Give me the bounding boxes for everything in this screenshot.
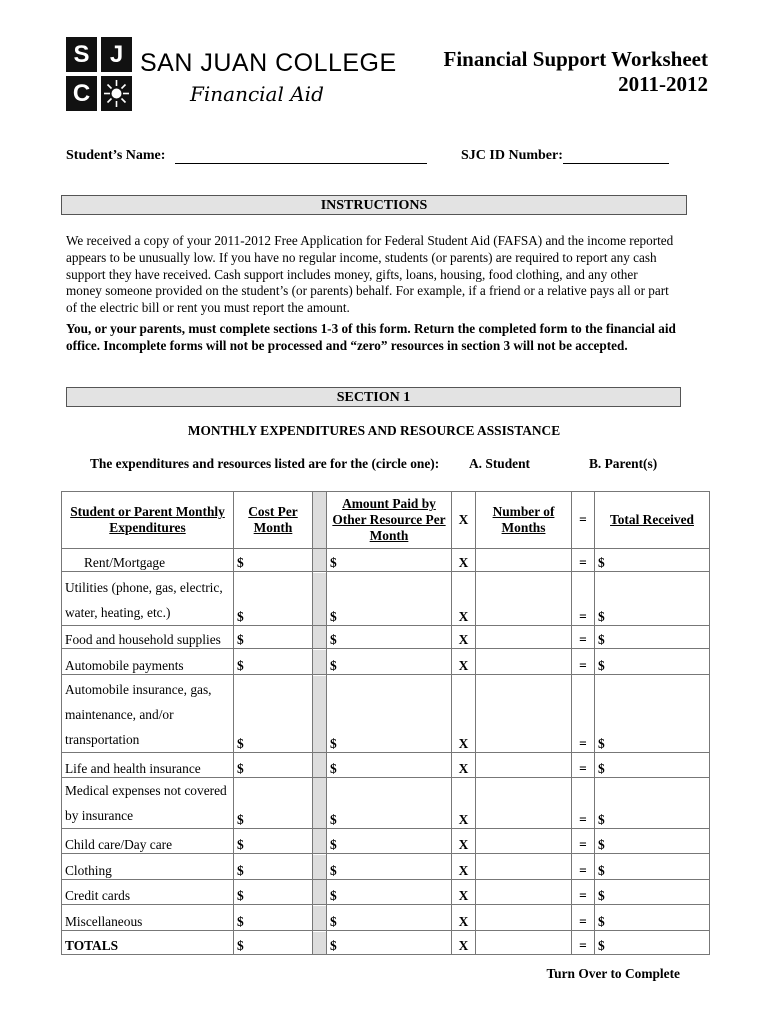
- total-cell[interactable]: $: [595, 931, 710, 955]
- row-label: Food and household supplies: [62, 626, 234, 649]
- paid-cell[interactable]: $: [327, 905, 452, 931]
- times-cell: X: [452, 931, 476, 955]
- paid-cell[interactable]: $: [327, 626, 452, 649]
- divider-cell: [313, 572, 327, 626]
- cost-cell[interactable]: $: [234, 626, 313, 649]
- total-cell[interactable]: $: [595, 549, 710, 572]
- table-row: [62, 778, 710, 829]
- paid-cell[interactable]: $: [327, 829, 452, 854]
- equals-cell: =: [572, 753, 595, 778]
- option-student[interactable]: A. Student: [469, 456, 531, 471]
- months-cell[interactable]: [476, 626, 572, 649]
- table-row: [62, 905, 710, 931]
- times-cell: X: [452, 675, 476, 753]
- total-cell[interactable]: $: [595, 854, 710, 880]
- divider-cell: [313, 778, 327, 829]
- table-row: [62, 753, 710, 778]
- divider-cell: [313, 880, 327, 905]
- times-cell: X: [452, 829, 476, 854]
- divider-column: [313, 492, 327, 549]
- divider-cell: [313, 753, 327, 778]
- student-name-blank[interactable]: [175, 149, 427, 164]
- months-cell[interactable]: [476, 905, 572, 931]
- times-cell: X: [452, 753, 476, 778]
- header-total: Total Received: [595, 492, 710, 549]
- row-label: Life and health insurance: [62, 753, 234, 778]
- total-cell[interactable]: $: [595, 905, 710, 931]
- logo-letter-j: J: [101, 37, 132, 72]
- equals-cell: =: [572, 880, 595, 905]
- months-cell[interactable]: [476, 829, 572, 854]
- times-cell: X: [452, 649, 476, 675]
- equals-cell: =: [572, 829, 595, 854]
- times-cell: X: [452, 549, 476, 572]
- divider-cell: [313, 649, 327, 675]
- paid-cell[interactable]: $: [327, 753, 452, 778]
- months-cell[interactable]: [476, 549, 572, 572]
- section1-heading: SECTION 1: [66, 387, 681, 407]
- paid-cell[interactable]: $: [327, 931, 452, 955]
- table-row: [62, 880, 710, 905]
- equals-cell: =: [572, 854, 595, 880]
- college-name: SAN JUAN COLLEGE: [140, 49, 397, 77]
- sjc-id-field[interactable]: [461, 148, 669, 164]
- equals-cell: =: [572, 931, 595, 955]
- cost-cell[interactable]: $: [234, 549, 313, 572]
- cost-cell[interactable]: $: [234, 778, 313, 829]
- cost-cell[interactable]: $: [234, 572, 313, 626]
- months-cell[interactable]: [476, 649, 572, 675]
- table-row: [62, 854, 710, 880]
- document-title: Financial Support Worksheet: [443, 47, 708, 71]
- row-label: Automobile payments: [62, 649, 234, 675]
- header-paid: Amount Paid by Other Resource Per Month: [327, 492, 452, 549]
- divider-cell: [313, 675, 327, 753]
- total-cell[interactable]: $: [595, 675, 710, 753]
- times-cell: X: [452, 778, 476, 829]
- financial-aid-subtitle: Financial Aid: [190, 82, 324, 106]
- equals-cell: =: [572, 649, 595, 675]
- times-cell: X: [452, 626, 476, 649]
- months-cell[interactable]: [476, 753, 572, 778]
- times-cell: X: [452, 572, 476, 626]
- row-label: Miscellaneous: [62, 905, 234, 931]
- header-times: X: [452, 492, 476, 549]
- equals-cell: =: [572, 549, 595, 572]
- table-row: [62, 829, 710, 854]
- section1-subheading: MONTHLY EXPENDITURES AND RESOURCE ASSISTANCE: [187, 423, 561, 438]
- header-equals: =: [572, 492, 595, 549]
- cost-cell[interactable]: $: [234, 905, 313, 931]
- row-label: Child care/Day care: [62, 829, 234, 854]
- header-cost: Cost Per Month: [234, 492, 313, 549]
- row-label: Automobile insurance, gas, maintenance, and/or transportation: [62, 675, 234, 753]
- divider-cell: [313, 931, 327, 955]
- total-cell[interactable]: $: [595, 572, 710, 626]
- months-cell[interactable]: [476, 572, 572, 626]
- table-row: [62, 649, 710, 675]
- equals-cell: =: [572, 778, 595, 829]
- divider-cell: [313, 549, 327, 572]
- paid-cell[interactable]: $: [327, 880, 452, 905]
- circle-prompt: The expenditures and resources listed are for the (circle one):: [90, 456, 440, 471]
- months-cell[interactable]: [476, 931, 572, 955]
- row-label: Utilities (phone, gas, electric, water, heating, etc.): [62, 572, 234, 626]
- row-label: Clothing: [62, 854, 234, 880]
- paid-cell[interactable]: $: [327, 675, 452, 753]
- table-row: [62, 572, 710, 626]
- paid-cell[interactable]: $: [327, 854, 452, 880]
- table-row: [62, 675, 710, 753]
- turn-over-note: Turn Over to Complete: [546, 966, 680, 981]
- total-cell[interactable]: $: [595, 880, 710, 905]
- total-cell[interactable]: $: [595, 778, 710, 829]
- row-label: TOTALS: [62, 931, 234, 955]
- times-cell: X: [452, 880, 476, 905]
- table-row: [62, 626, 710, 649]
- sun-icon: [101, 76, 132, 111]
- row-label: Credit cards: [62, 880, 234, 905]
- option-parents[interactable]: B. Parent(s): [589, 456, 658, 471]
- sjc-id-blank[interactable]: [563, 149, 669, 164]
- times-cell: X: [452, 905, 476, 931]
- months-cell[interactable]: [476, 675, 572, 753]
- instructions-bold-paragraph: You, or your parents, must complete sections 1-3 of this form. Return the completed form to the financial aid office. Incomplete forms will not be processed and “zero” resources in section 3 will not be accepted.: [66, 321, 676, 353]
- months-cell[interactable]: [476, 854, 572, 880]
- divider-cell: [313, 626, 327, 649]
- document-year: 2011-2012: [618, 72, 708, 96]
- divider-cell: [313, 854, 327, 880]
- table-header-row: [62, 492, 710, 549]
- row-label: Rent/Mortgage: [62, 549, 234, 572]
- header-months: Number of Months: [476, 492, 572, 549]
- table-row: [62, 931, 710, 955]
- months-cell[interactable]: [476, 880, 572, 905]
- cost-cell[interactable]: $: [234, 753, 313, 778]
- student-name-field[interactable]: [66, 148, 427, 164]
- paid-cell[interactable]: $: [327, 649, 452, 675]
- times-cell: X: [452, 854, 476, 880]
- row-label: Medical expenses not covered by insurance: [62, 778, 234, 829]
- table-row: [62, 549, 710, 572]
- paid-cell[interactable]: $: [327, 572, 452, 626]
- instructions-heading: INSTRUCTIONS: [61, 195, 687, 215]
- cost-cell[interactable]: $: [234, 931, 313, 955]
- paid-cell[interactable]: $: [327, 778, 452, 829]
- total-cell[interactable]: $: [595, 829, 710, 854]
- cost-cell[interactable]: $: [234, 829, 313, 854]
- student-name-label: Student’s Name:: [66, 148, 166, 163]
- divider-cell: [313, 829, 327, 854]
- total-cell[interactable]: $: [595, 753, 710, 778]
- cost-cell[interactable]: $: [234, 649, 313, 675]
- equals-cell: =: [572, 905, 595, 931]
- instructions-paragraph: We received a copy of your 2011-2012 Free Application for Federal Student Aid (FAFSA) and the income reported appears to be unusually low. If you have no regular income, students (or parents) are required to report any cash support they have received. Cash support includes money, gifts, loans, housing, food clothing, and any other money someone provided on the student’s (or parents) behalf. For example, if a friend or a relative pays all or part of the electric bill or rent you must report the amount.: [66, 233, 674, 316]
- logo-letter-c: C: [66, 76, 97, 111]
- cost-cell[interactable]: $: [234, 854, 313, 880]
- header-expenditures: Student or Parent Monthly Expenditures: [62, 492, 234, 549]
- college-logo: [66, 37, 132, 111]
- cost-cell[interactable]: $: [234, 880, 313, 905]
- cost-cell[interactable]: $: [234, 675, 313, 753]
- logo-letter-s: S: [66, 37, 97, 72]
- total-cell[interactable]: $: [595, 626, 710, 649]
- months-cell[interactable]: [476, 778, 572, 829]
- equals-cell: =: [572, 675, 595, 753]
- equals-cell: =: [572, 626, 595, 649]
- divider-cell: [313, 905, 327, 931]
- sjc-id-label: SJC ID Number:: [461, 148, 563, 163]
- expenditures-table: [61, 491, 710, 955]
- paid-cell[interactable]: $: [327, 549, 452, 572]
- equals-cell: =: [572, 572, 595, 626]
- total-cell[interactable]: $: [595, 649, 710, 675]
